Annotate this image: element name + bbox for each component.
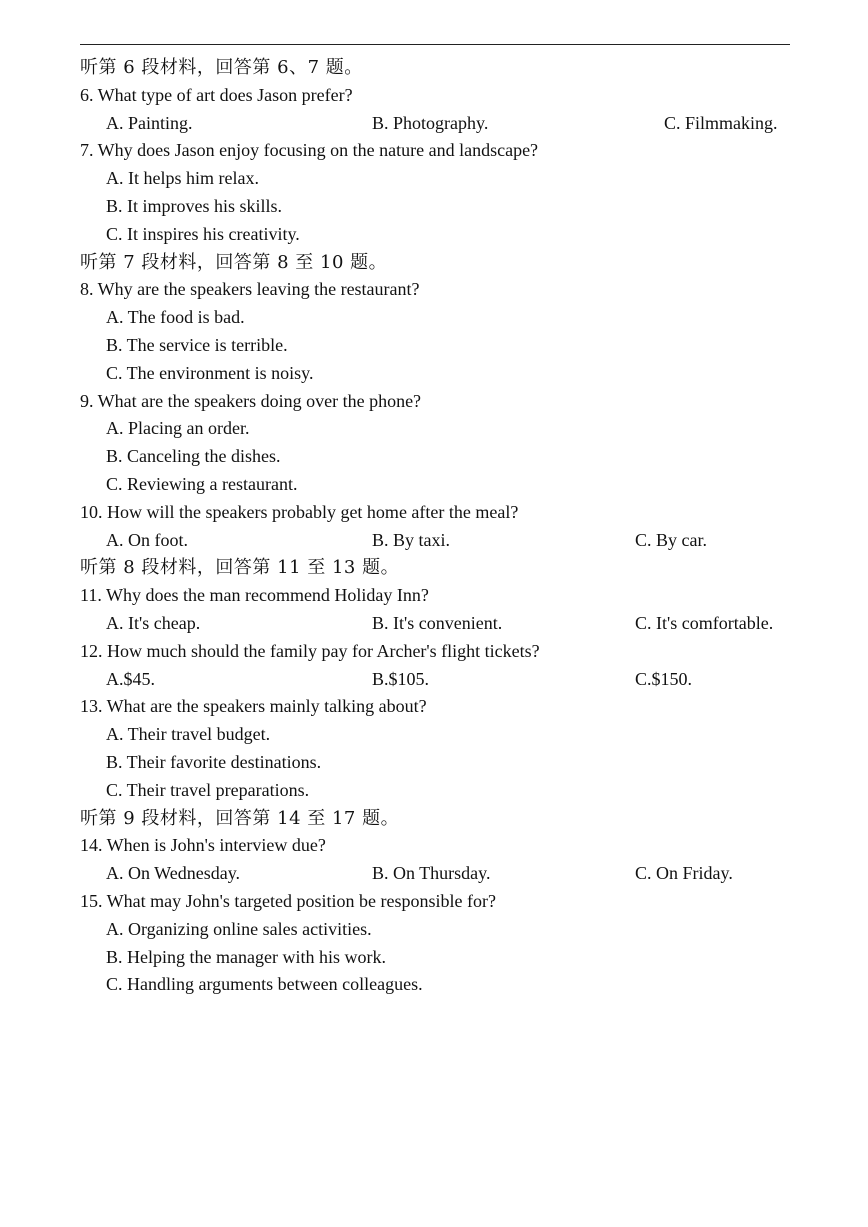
section-header: 听第 7 段材料，回答第 8 至 10 题。 [80, 251, 388, 273]
question-text: 15. What may John's targeted position be responsible for? [80, 890, 496, 911]
option-c: C. It inspires his creativity. [106, 223, 300, 244]
option-a: A. It helps him relax. [106, 168, 259, 189]
option-c: C. It's comfortable. [635, 612, 774, 633]
option-c: C. Filmmaking. [664, 112, 778, 133]
option-c: C. By car. [635, 529, 707, 550]
option-b: B. Their favorite destinations. [106, 751, 322, 772]
option-a: A. On foot. [106, 529, 188, 550]
question-text: 13. What are the speakers mainly talking about? [80, 696, 427, 717]
option-b: B. It improves his skills. [106, 195, 283, 216]
option-c: C.$150. [635, 668, 693, 689]
option-b: B. The service is terrible. [106, 334, 288, 355]
option-row [80, 860, 800, 888]
option-a: A. Painting. [106, 112, 193, 133]
question-text: 11. Why does the man recommend Holiday Inn? [80, 585, 429, 606]
top-rule [80, 44, 790, 45]
exam-content [80, 54, 800, 999]
option-b: B. On Thursday. [372, 863, 491, 884]
option-c: C. Reviewing a restaurant. [106, 473, 298, 494]
option-a: A. The food is bad. [106, 307, 245, 328]
option-b: B. Helping the manager with his work. [106, 946, 386, 967]
option-a: A. On Wednesday. [106, 863, 241, 884]
question-text: 9. What are the speakers doing over the phone? [80, 390, 422, 411]
option-c: C. The environment is noisy. [106, 362, 314, 383]
question-text: 12. How much should the family pay for Archer's flight tickets? [80, 640, 540, 661]
question-text: 10. How will the speakers probably get home after the meal? [80, 501, 519, 522]
question-text: 6. What type of art does Jason prefer? [80, 84, 353, 105]
option-c: C. Their travel preparations. [106, 779, 310, 800]
option-a: A.$45. [106, 668, 155, 689]
option-c: C. Handling arguments between colleagues. [106, 974, 423, 995]
option-b: B. Canceling the dishes. [106, 446, 281, 467]
option-b: B.$105. [372, 668, 430, 689]
section-header: 听第 6 段材料，回答第 6、7 题。 [80, 57, 363, 78]
option-a: A. Organizing online sales activities. [106, 918, 372, 939]
option-c: C. On Friday. [635, 863, 733, 884]
option-row [80, 666, 800, 694]
section-header: 听第 9 段材料，回答第 14 至 17 题。 [80, 807, 400, 829]
option-row [80, 527, 800, 555]
question-text: 8. Why are the speakers leaving the restaurant? [80, 279, 420, 300]
option-row [80, 110, 800, 138]
option-b: B. By taxi. [372, 529, 451, 550]
option-a: A. Placing an order. [106, 418, 250, 439]
option-a: A. Their travel budget. [106, 724, 271, 745]
option-b: B. Photography. [372, 112, 489, 133]
question-text: 14. When is John's interview due? [80, 835, 326, 856]
option-b: B. It's convenient. [372, 612, 503, 633]
section-header: 听第 8 段材料，回答第 11 至 13 题。 [80, 557, 400, 579]
option-a: A. It's cheap. [106, 612, 201, 633]
option-row [80, 610, 800, 638]
question-text: 7. Why does Jason enjoy focusing on the nature and landscape? [80, 140, 539, 161]
